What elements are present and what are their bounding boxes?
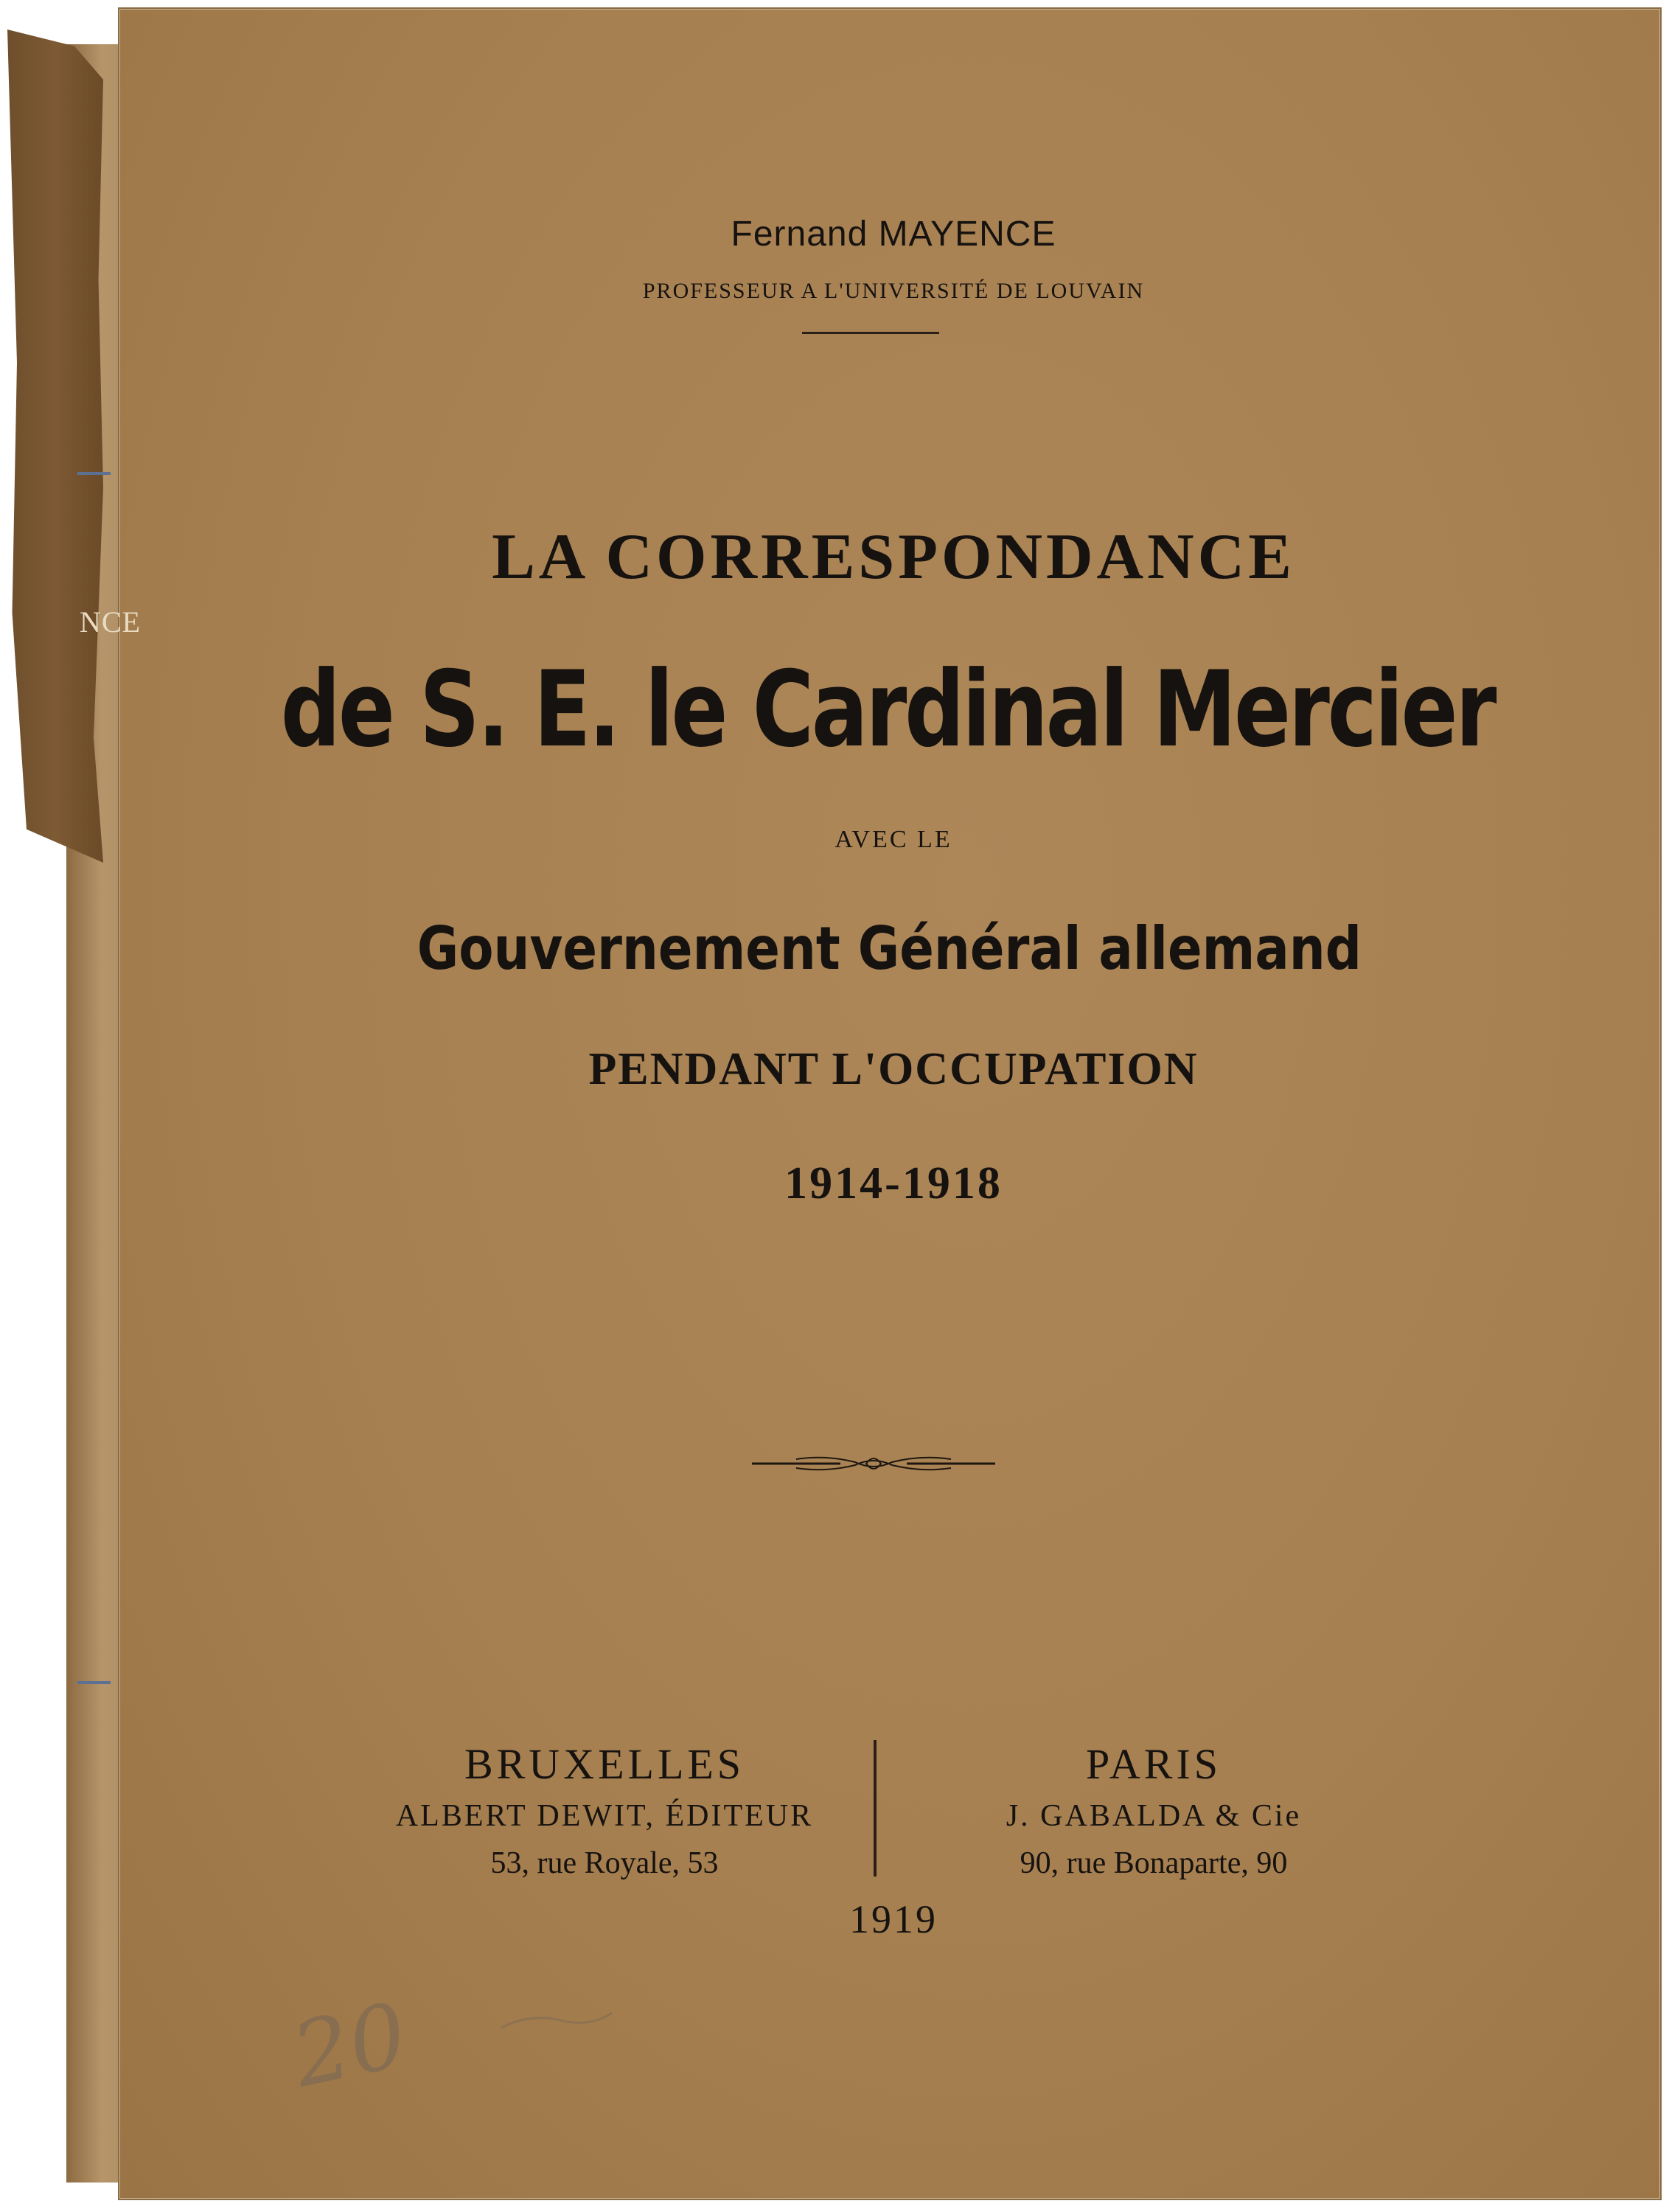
title-divider [802,332,939,334]
imprint-brussels [346,1736,863,1887]
title-line-5: PENDANT L'OCCUPATION [588,1044,1199,1094]
imprint-publisher: ALBERT DEWIT, ÉDITEUR [395,1799,814,1833]
title-line-2: de S. E. le Cardinal Mercier [280,649,1495,771]
pencil-note: 20 [284,1983,416,2108]
author-affiliation: PROFESSEUR A L'UNIVERSITÉ DE LOUVAIN [642,279,1145,303]
imprint-publisher: J. GABALDA & Cie [1006,1799,1302,1833]
publication-year: 1919 [849,1897,938,1941]
spine-text: NCE [80,605,141,639]
imprint-paris [896,1736,1412,1887]
imprint-address: 90, rue Bonaparte, 90 [1020,1846,1288,1880]
imprint-divider [874,1740,877,1877]
imprint-address: 53, rue Royale, 53 [490,1846,719,1880]
title-line-1: LA CORRESPONDANCE [492,521,1295,593]
torn-spine-edge [7,29,103,863]
imprint-city: BRUXELLES [464,1740,745,1788]
pencil-annotation [280,1961,663,2109]
spine-rule [77,1681,111,1684]
spine-rule [77,472,111,475]
author-name: Fernand MAYENCE [731,215,1056,254]
title-line-4: Gouvernement Général allemand [417,914,1362,983]
title-years: 1914-1918 [784,1158,1003,1208]
title-line-3: AVEC LE [834,826,952,853]
ornament-flourish-icon [752,1449,995,1478]
imprint-city: PARIS [1085,1740,1222,1788]
